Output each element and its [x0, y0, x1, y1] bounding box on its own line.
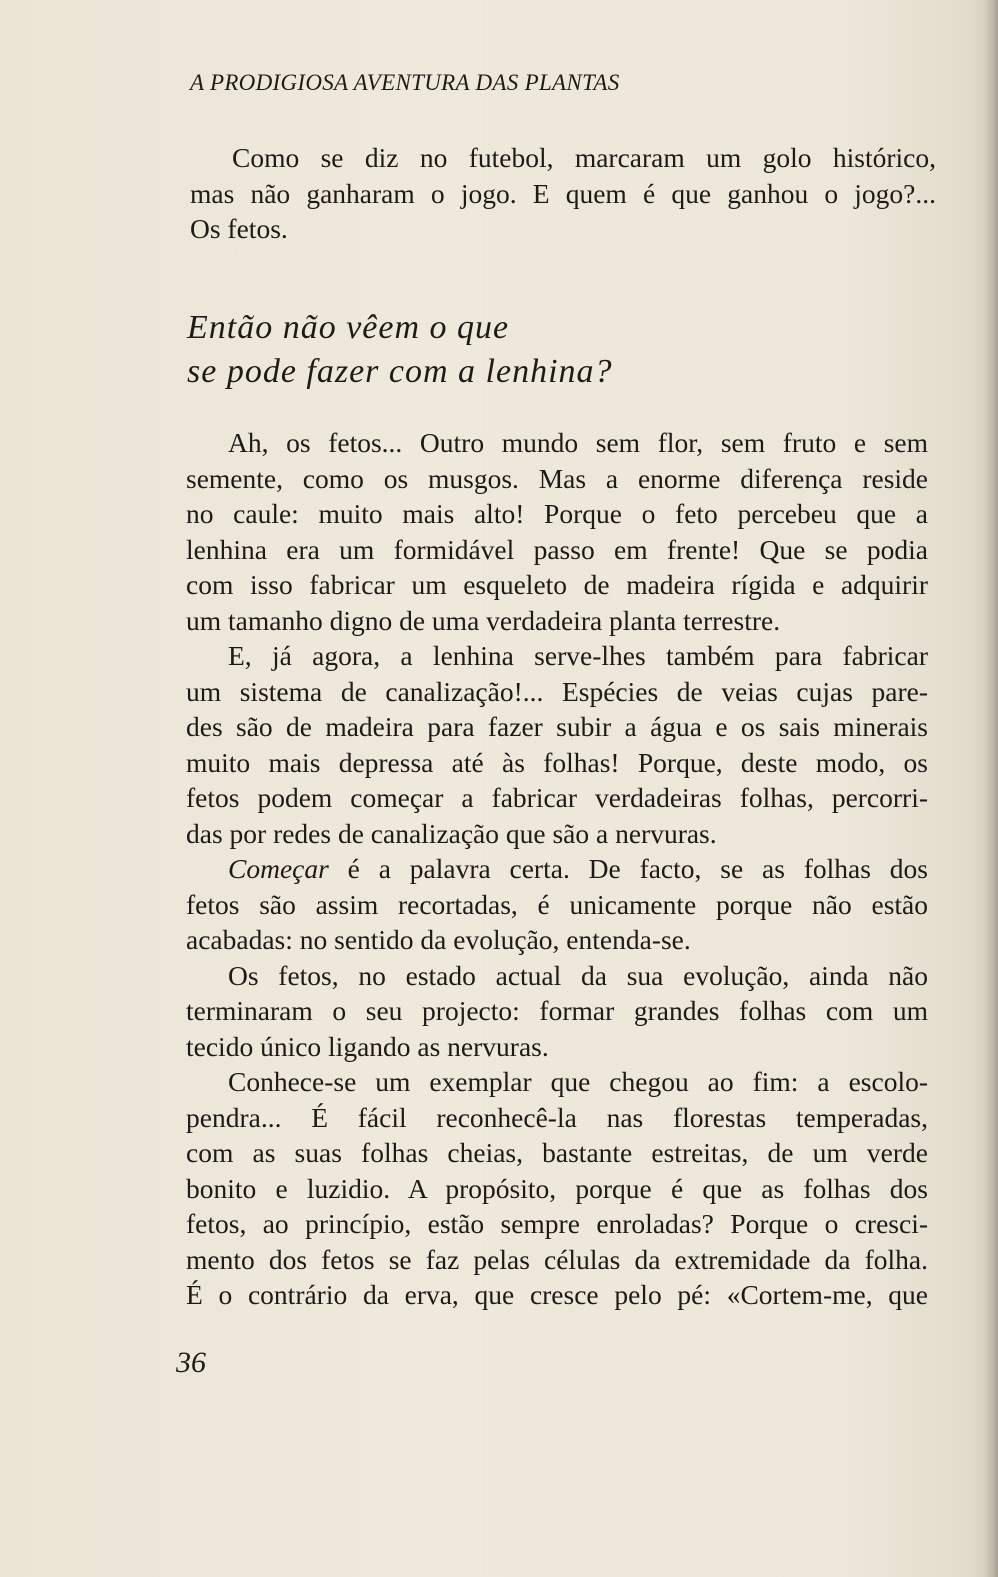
section-heading [187, 306, 613, 394]
text-line: semente, como os musgos. Mas a enorme diferença reside [186, 462, 928, 494]
text-line: um sistema de canalização!... Espécies de veias cujas pare- [186, 675, 928, 707]
text-line: mas não ganharam o jogo. E quem é que ganhou o jogo?... [190, 177, 936, 209]
text-line: lenhina era um formidável passo em frente! Que se podia [186, 533, 928, 565]
page-edge-shadow [984, 0, 998, 1577]
emphasis-word: Começar [228, 853, 329, 884]
text-line: E, já agora, a lenhina serve-lhes também para fabricar [228, 640, 928, 671]
text-line: tecido único ligando as nervuras. [186, 1030, 549, 1062]
paragraph-3 [186, 851, 928, 958]
text-line: Ah, os fetos... Outro mundo sem flor, sem fruto e sem [228, 427, 928, 458]
text-span: é a palavra certa. De facto, se as folhas dos [328, 853, 928, 884]
text-line: fetos, ao princípio, estão sempre enroladas? Porque o cresci- [186, 1208, 928, 1239]
text-line: Os fetos. [190, 213, 288, 244]
text-line: pendra... É fácil reconhecê-la nas florestas temperadas, [186, 1101, 928, 1133]
heading-line: se pode fazer com a lenhina? [187, 353, 613, 390]
text-line: muito mais depressa até às folhas! Porque, deste modo, os [186, 746, 928, 778]
text-line: Conhece-se um exemplar que chegou ao fim: a escolo- [228, 1066, 928, 1097]
paragraph-2 [186, 638, 928, 851]
text-line: com as suas folhas cheias, bastante estreitas, de um verde [186, 1137, 928, 1168]
text-line: Como se diz no futebol, marcaram um golo histórico, [232, 142, 936, 173]
body-text [186, 425, 928, 1313]
text-line: com isso fabricar um esqueleto de madeira rígida e adquirir [186, 569, 928, 600]
page-number: 36 [176, 1346, 206, 1379]
text-line: um tamanho digno de uma verdadeira planta terrestre. [186, 604, 781, 636]
text-line: bonito e luzidio. A propósito, porque é que as folhas dos [186, 1172, 928, 1204]
text-line: das por redes de canalização que são a nervuras. [186, 817, 717, 849]
paragraph-4 [186, 958, 928, 1065]
text-line: acabadas: no sentido da evolução, entenda-se. [186, 924, 691, 955]
text-line: fetos são assim recortadas, é unicamente porque não estão [186, 888, 928, 920]
text-line: Os fetos, no estado actual da sua evolução, ainda não [228, 959, 928, 991]
text-line: mento dos fetos se faz pelas células da extremidade da folha. [186, 1243, 928, 1275]
text-line: É o contrário da erva, que cresce pelo pé: «Cortem-me, que [186, 1279, 928, 1310]
text-line: des são de madeira para fazer subir a água e os sais minerais [186, 711, 928, 742]
paragraph-5 [186, 1064, 928, 1313]
running-head: A PRODIGIOSA AVENTURA DAS PLANTAS [190, 70, 620, 95]
intro-paragraph [190, 140, 936, 247]
text-line: fetos podem começar a fabricar verdadeiras folhas, percorri- [186, 782, 928, 813]
text-line [186, 851, 928, 887]
text-line: no caule: muito mais alto! Porque o feto percebeu que a [186, 498, 928, 529]
text-line: terminaram o seu projecto: formar grandes folhas com um [186, 995, 928, 1026]
paragraph-1 [186, 425, 928, 638]
heading-line: Então não vêem o que [187, 309, 510, 346]
